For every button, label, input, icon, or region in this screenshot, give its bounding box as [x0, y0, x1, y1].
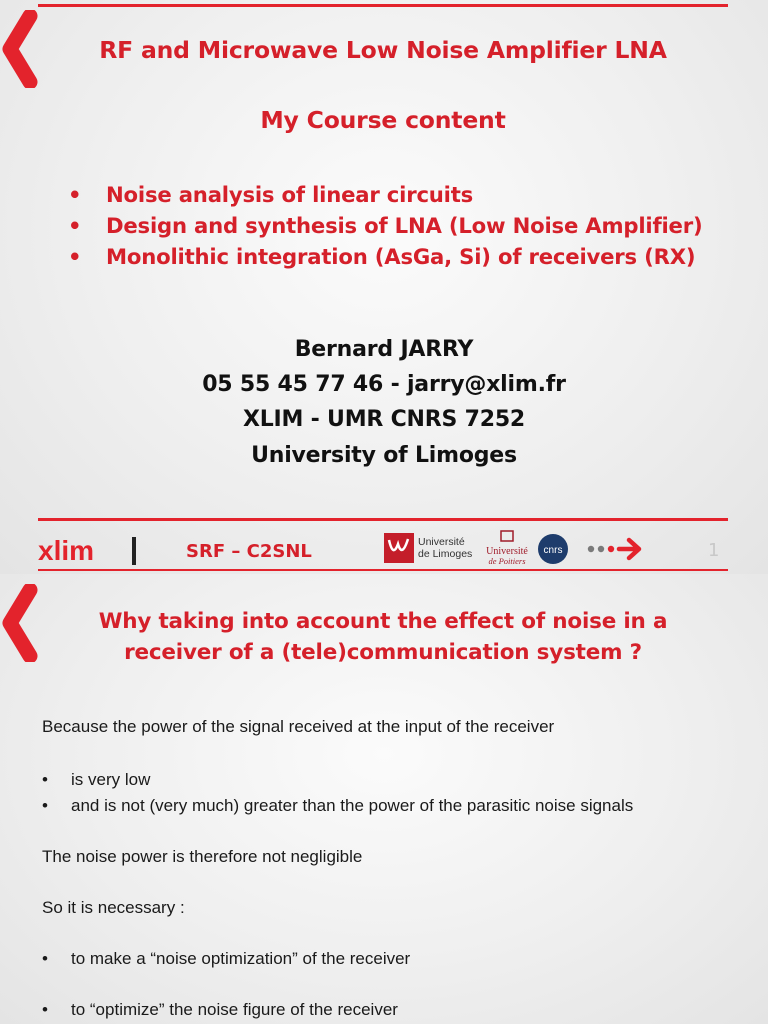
- universite-de-limoges-logo: [384, 532, 478, 564]
- universite-de-poitiers-logo: [481, 530, 533, 566]
- author-name: Bernard JARRY: [294, 337, 474, 362]
- unilim-line2: de Limoges: [418, 548, 473, 560]
- footer-separator: [132, 537, 136, 565]
- footer-rule-bottom: [38, 569, 728, 571]
- slide-title-line-1: Why taking into account the effect of noise in a: [98, 609, 668, 634]
- slide-2: [0, 574, 768, 1024]
- list-item: • Monolithic integration (AsGa, Si) of receivers (RX): [68, 241, 702, 272]
- list-item-text: and is not (very much) greater than the power of the parasitic noise signals: [71, 796, 634, 815]
- list-item: • Design and synthesis of LNA (Low Noise Amplifier): [68, 210, 702, 241]
- left-bracket-icon: [0, 584, 40, 662]
- cnrs-logo: [537, 533, 569, 565]
- author-university: University of Limoges: [251, 443, 517, 468]
- list-item-text: to “optimize” the noise figure of the receiver: [71, 1000, 398, 1019]
- cnrs-logo-text: cnrs: [543, 545, 563, 556]
- list-item-text: to make a “noise optimization” of the receiver: [71, 949, 411, 968]
- bullet-dot: •: [42, 770, 48, 789]
- course-content-list: [68, 179, 702, 272]
- list-item: • Noise analysis of linear circuits: [68, 179, 702, 210]
- list-item-text: is very low: [71, 770, 151, 789]
- intro-text: Because the power of the signal received at the input of the receiver: [42, 717, 555, 736]
- unilim-line1: Université: [418, 536, 465, 548]
- author-lab: XLIM - UMR CNRS 7252: [242, 407, 526, 432]
- conclusion-text: The noise power is therefore not negligible: [42, 847, 363, 866]
- bullet-dot: •: [42, 949, 48, 968]
- poitiers-line2: de Poitiers: [488, 556, 526, 566]
- author-contact: 05 55 45 77 46 - jarry@xlim.fr: [202, 372, 566, 397]
- slide-title: RF and Microwave Low Noise Amplifier LNA: [99, 36, 667, 64]
- bullet-dot: •: [42, 1000, 48, 1019]
- slide-subtitle: My Course content: [260, 106, 506, 134]
- top-rule: [38, 4, 728, 7]
- left-bracket-icon: [0, 10, 40, 88]
- footer-rule-top: [38, 518, 728, 521]
- page-number: 1: [708, 540, 720, 561]
- necessity-text: So it is necessary :: [42, 898, 185, 917]
- xlim-logo-text: xlim: [38, 535, 95, 566]
- course-code: SRF – C2SNL: [186, 541, 312, 562]
- xlim-logo: [38, 532, 118, 566]
- slide-title-line-2: receiver of a (tele)communication system ?: [124, 640, 642, 665]
- next-arrow-icon[interactable]: [585, 536, 645, 562]
- slide-title: [38, 606, 728, 668]
- poitiers-line1: Université: [486, 546, 528, 557]
- bullet-dot: •: [42, 796, 48, 815]
